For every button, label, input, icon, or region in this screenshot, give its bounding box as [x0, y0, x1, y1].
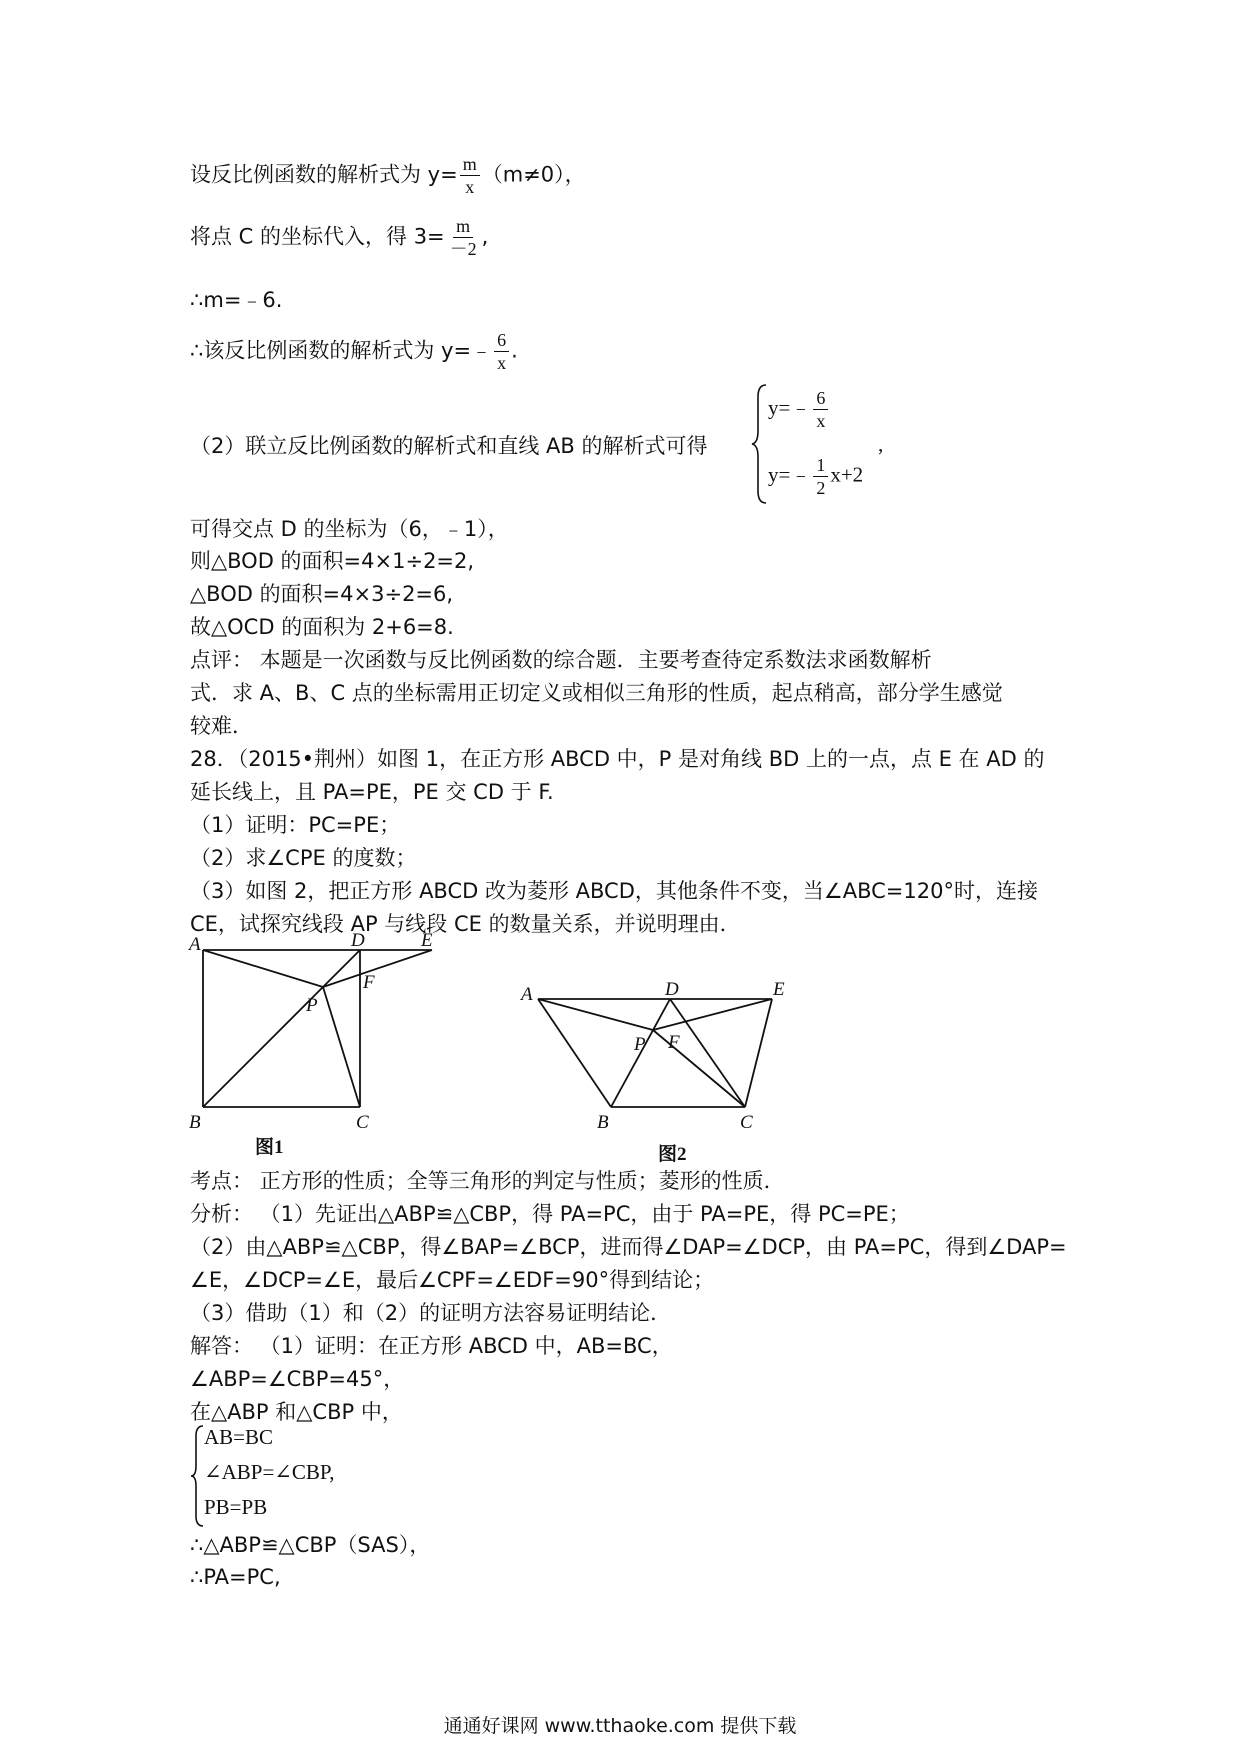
- fig2-label-p: P: [634, 1034, 646, 1055]
- fig1-label-e: E: [421, 932, 433, 951]
- fig1-label-c: C: [356, 1112, 369, 1133]
- figure-2: [515, 982, 805, 1167]
- fig2-label-d: D: [665, 982, 679, 1000]
- condition-angle: [204, 1460, 335, 1485]
- fig2-line-ec: [745, 999, 772, 1107]
- fig1-label-d: D: [351, 932, 365, 951]
- text-l2-b: ,: [481, 224, 489, 249]
- fig1-label-b: B: [189, 1112, 201, 1133]
- fraction-6-over-x: [494, 330, 509, 373]
- text-line-10: 点评： 本题是一次函数与反比例函数的综合题．主要考查待定系数法求函数解析: [190, 648, 932, 672]
- fig1-label-f: F: [363, 972, 375, 993]
- text-line-18: CE，试探究线段 AP 与线段 CE 的数量关系，并说明理由．: [190, 912, 741, 936]
- text-line-1: [190, 154, 586, 197]
- fig2-label-b: B: [597, 1112, 609, 1133]
- fig1-label-p: P: [306, 995, 318, 1016]
- text-l2-a: 将点 C 的坐标代入，得 3=: [190, 224, 445, 249]
- text-line-3: ∴m=﹣6.: [190, 288, 283, 312]
- fig2-caption: 图2: [658, 1144, 687, 1165]
- fig2-line-pe: [653, 999, 772, 1030]
- system-comma: ,: [878, 432, 884, 456]
- condition-angle-tail: ,: [329, 1460, 335, 1484]
- text-l4-a: ∴该反比例函数的解析式为 y=﹣: [190, 338, 493, 363]
- text-line-27: ∴△ABP≌△CBP（SAS），: [190, 1533, 431, 1557]
- condition-ab-bc: AB=BC: [204, 1425, 274, 1449]
- text-line-15: （1）证明：PC=PE；: [190, 813, 401, 837]
- system-equation-1: [768, 388, 830, 431]
- frac-numerator: 6: [813, 388, 828, 410]
- text-line-20: 分析： （1）先证出△ABP≌△CBP，得 PA=PC，由于 PA=PE，得 PC=PE；: [190, 1202, 910, 1226]
- frac-denominator: x: [497, 353, 507, 373]
- text-line-4: [190, 330, 518, 373]
- frac-numerator: m: [453, 216, 473, 238]
- text-line-6: 可得交点 D 的坐标为（6，﹣1），: [190, 517, 509, 541]
- fig1-line-ap: [203, 950, 323, 987]
- sys1-text: y=﹣: [768, 395, 812, 420]
- figure-1: [185, 932, 445, 1160]
- frac-numerator: m: [460, 154, 480, 176]
- fig1-line-pe: [323, 950, 432, 987]
- text-line-28: ∴PA=PC,: [190, 1565, 281, 1589]
- frac-numerator: 6: [494, 330, 509, 352]
- text-l4-b: .: [511, 338, 518, 363]
- condition-pb-pb: PB=PB: [204, 1495, 268, 1519]
- system-brace: [750, 383, 770, 505]
- page-footer: 通通好课网 www.tthaoke.com 提供下载: [443, 1715, 797, 1737]
- fraction-m-over-neg2: [447, 216, 480, 259]
- frac-denominator: x: [465, 177, 475, 197]
- text-line-14: 延长线上，且 PA=PE，PE 交 CD 于 F.: [190, 780, 554, 804]
- text-line-11: 式．求 A、B、C 点的坐标需用正切定义或相似三角形的性质，起点稍高，部分学生感觉: [190, 681, 1003, 705]
- text-line-7: 则△BOD 的面积=4×1÷2=2,: [190, 549, 475, 573]
- frac-denominator: x: [816, 411, 826, 431]
- text-line-19: 考点： 正方形的性质；全等三角形的判定与性质；菱形的性质．: [190, 1169, 785, 1193]
- text-line-13: 28．（2015•荆州）如图 1，在正方形 ABCD 中，P 是对角线 BD 上的一点，点 E 在 AD 的: [190, 747, 1045, 771]
- text-line-26: 在△ABP 和△CBP 中，: [190, 1400, 403, 1424]
- fraction-m-over-x: [460, 154, 480, 197]
- fig1-line-pc: [323, 987, 360, 1107]
- text-line-9: 故△OCD 的面积为 2+6=8.: [190, 615, 454, 639]
- text-line-16: （2）求∠CPE 的度数；: [190, 846, 417, 870]
- text-line-25: ∠ABP=∠CBP=45°，: [190, 1367, 405, 1391]
- frac-numerator: 1: [813, 455, 828, 477]
- text-line-5: （2）联立反比例函数的解析式和直线 AB 的解析式可得: [190, 434, 708, 458]
- text-line-21: （2）由△ABP≌△CBP，得∠BAP=∠BCP，进而得∠DAP=∠DCP，由 PA=PC，得到∠DAP=: [190, 1235, 1067, 1259]
- text-line-24: 解答： （1）证明：在正方形 ABCD 中，AB=BC，: [190, 1334, 673, 1358]
- fig2-label-f: F: [668, 1032, 680, 1053]
- system-equation-2: [768, 455, 863, 498]
- frac-denominator: －2: [449, 239, 477, 259]
- text-line-12: 较难．: [190, 714, 253, 738]
- fig1-label-a: A: [189, 934, 201, 955]
- text-line-2: [190, 216, 488, 259]
- text-l1-a: 设反比例函数的解析式为 y=: [190, 162, 458, 187]
- fraction-6-over-x-sys: [813, 388, 828, 431]
- fraction-1-over-2: [813, 455, 828, 498]
- sys2-tail: x+2: [830, 462, 864, 487]
- condition-angle-text: ∠ABP=∠CBP: [204, 1460, 330, 1484]
- fig2-label-a: A: [521, 984, 533, 1005]
- text-line-23: （3）借助（1）和（2）的证明方法容易证明结论．: [190, 1301, 672, 1325]
- text-l1-b: （m≠0），: [481, 162, 586, 187]
- text-line-17: （3）如图 2，把正方形 ABCD 改为菱形 ABCD，其他条件不变，当∠ABC=120°时，连接: [190, 879, 1038, 903]
- fig2-label-c: C: [740, 1112, 753, 1133]
- text-line-8: △BOD 的面积=4×3÷2=6,: [190, 582, 454, 606]
- text-line-22: ∠E，∠DCP=∠E，最后∠CPF=∠EDF=90°得到结论；: [190, 1268, 715, 1292]
- fig2-label-e: E: [773, 982, 785, 1000]
- fig1-caption: 图1: [255, 1137, 284, 1158]
- sys2-text: y=﹣: [768, 462, 812, 487]
- frac-denominator: 2: [816, 478, 826, 498]
